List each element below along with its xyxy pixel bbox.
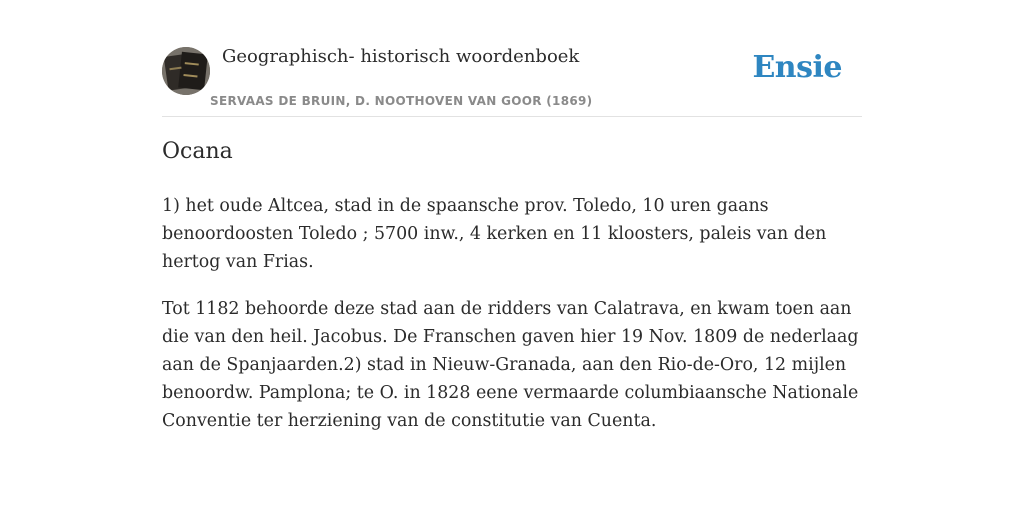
page-container [162, 0, 862, 431]
entry-body [162, 192, 862, 454]
book-cover-avatar[interactable] [162, 47, 210, 95]
entry-paragraph: Tot 1182 behoorde deze stad aan de ridders van Calatrava, en kwam toen aan die van den heil. Jacobus. De Franschen gaven hier 19 Nov. 1809 de nederlaag aan de Spanjaarden.2) stad in Nieuw-Granada, aan den Rio-de-Oro, 12 mijlen benoordw. Pamplona; te O. in 1828 eene vermaarde columbiaansche Nationale Conventie ter herziening van de constitutie van Cuenta. [162, 299, 859, 431]
entry-title: Ocana [162, 139, 233, 164]
ensie-logo-link[interactable]: Ensie [752, 50, 842, 85]
book-author: SERVAAS DE BRUIN, D. NOOTHOVEN VAN GOOR (1869) [210, 94, 593, 108]
book-cover-icon [162, 47, 210, 95]
entry-paragraph: 1) het oude Altcea, stad in de spaansche prov. Toledo, 10 uren gaans benoordoosten Toledo ; 5700 inw., 4 kerken en 11 kloosters, paleis van den hertog van Frias. [162, 196, 827, 272]
source-header [162, 0, 862, 117]
book-title[interactable]: Geographisch- historisch woordenboek [222, 46, 580, 67]
